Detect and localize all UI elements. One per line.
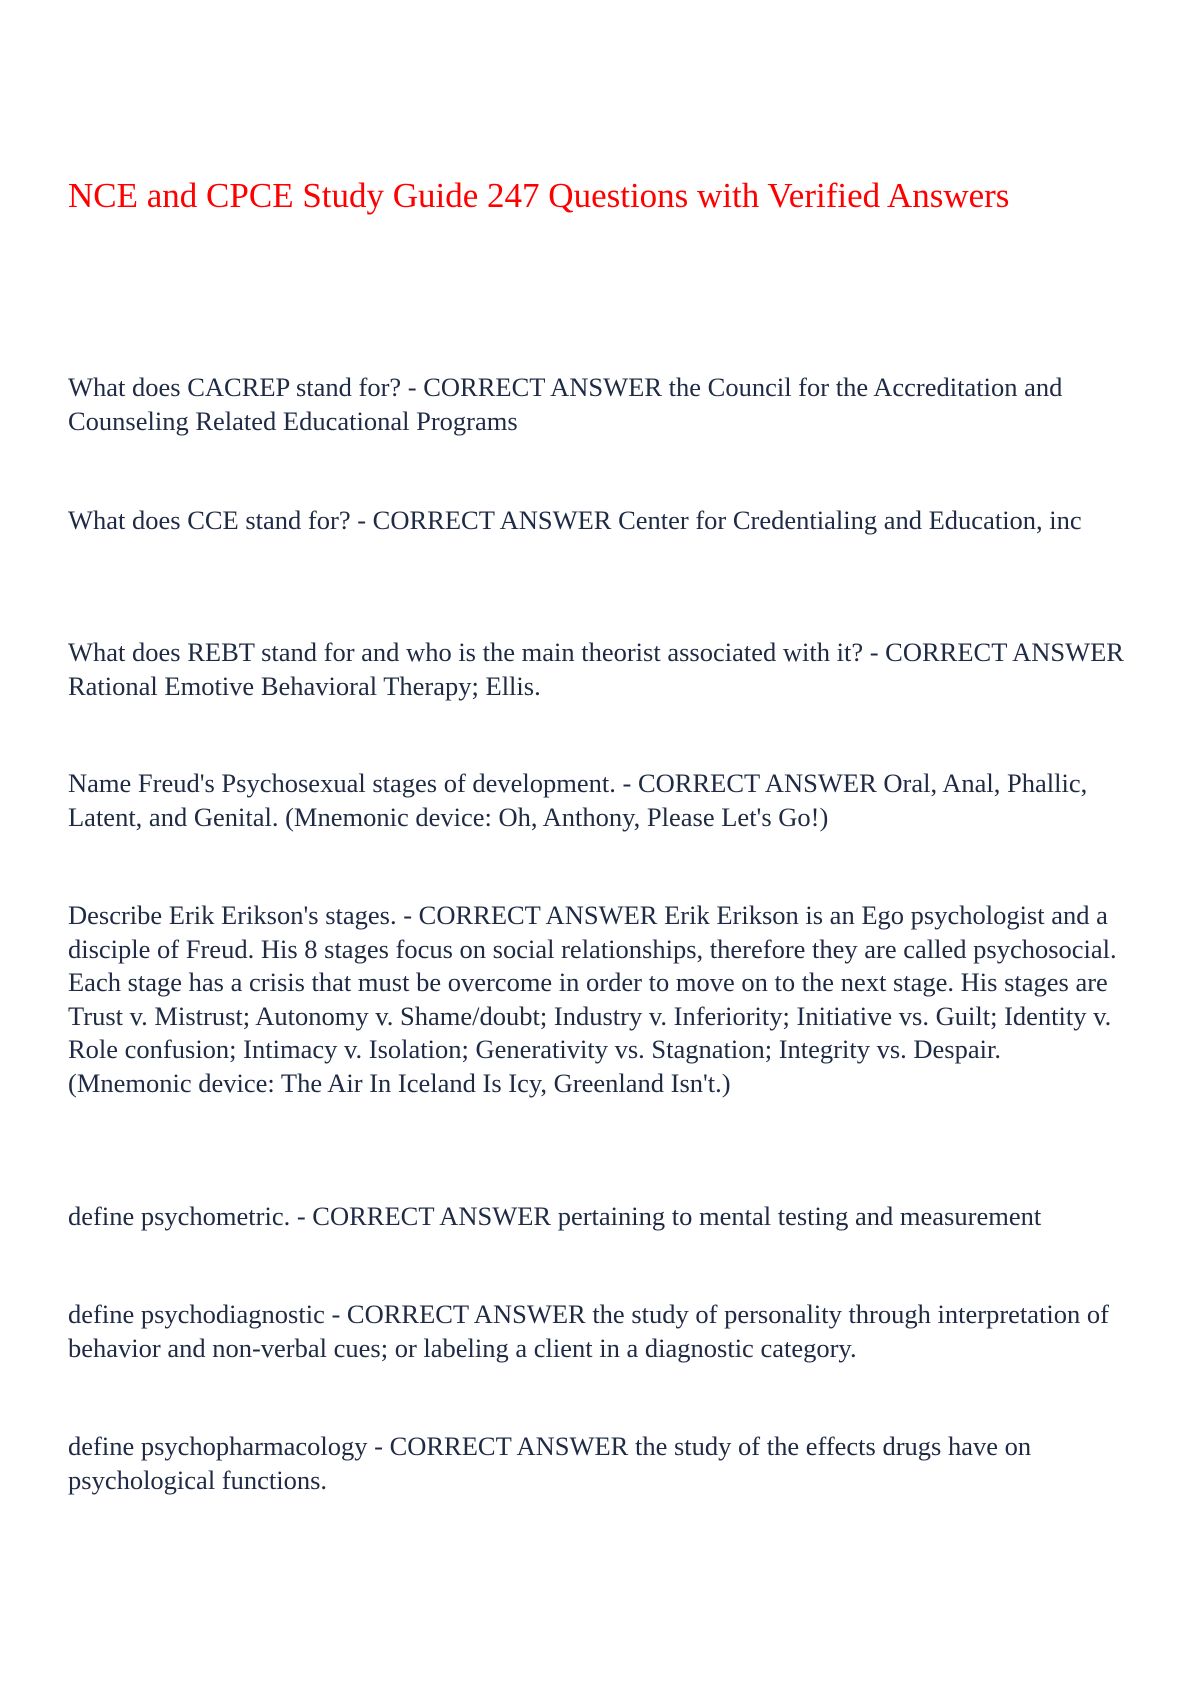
qa-entry-freud-stages: Name Freud's Psychosexual stages of development. - CORRECT ANSWER Oral, Anal, Phallic, Latent, and Genital. (Mnemonic device: Oh, Anthony, Please Let's Go!) bbox=[68, 768, 1088, 832]
qa-entry-psychopharmacology: define psychopharmacology - CORRECT ANSWER the study of the effects drugs have on psychological functions. bbox=[68, 1431, 1032, 1495]
document-title: NCE and CPCE Study Guide 247 Questions with Verified Answers bbox=[68, 176, 1010, 215]
qa-entry-psychometric: define psychometric. - CORRECT ANSWER pertaining to mental testing and measurement bbox=[68, 1201, 1042, 1231]
qa-entry-cce: What does CCE stand for? - CORRECT ANSWER Center for Credentialing and Education, inc bbox=[68, 505, 1082, 535]
qa-entry-psychodiagnostic: define psychodiagnostic - CORRECT ANSWER the study of personality through interpretation of behavior and non-verbal cues; or labeling a client in a diagnostic category. bbox=[68, 1299, 1109, 1363]
qa-entry-rebt: What does REBT stand for and who is the main theorist associated with it? - CORRECT ANSWER Rational Emotive Behavioral Therapy; Ellis. bbox=[68, 637, 1124, 701]
qa-entry-cacrep: What does CACREP stand for? - CORRECT ANSWER the Council for the Accreditation and Counseling Related Educational Programs bbox=[68, 372, 1063, 436]
qa-entry-erikson-stages: Describe Erik Erikson's stages. - CORRECT ANSWER Erik Erikson is an Ego psychologist and a disciple of Freud. His 8 stages focus on social relationships, therefore they are called psychosocial. Each stage has a crisis that must be overcome in order to move on to the next stage. His stages are Trust v. Mistrust; Autonomy v. Shame/doubt; Industry v. Inferiority; Initiative vs. Guilt; Identity v. Role confusion; Intimacy v. Isolation; Generativity vs. Stagnation; Integrity vs. Despair. (Mnemonic device: The Air In Iceland Is Icy, Greenland Isn't.) bbox=[68, 900, 1117, 1098]
